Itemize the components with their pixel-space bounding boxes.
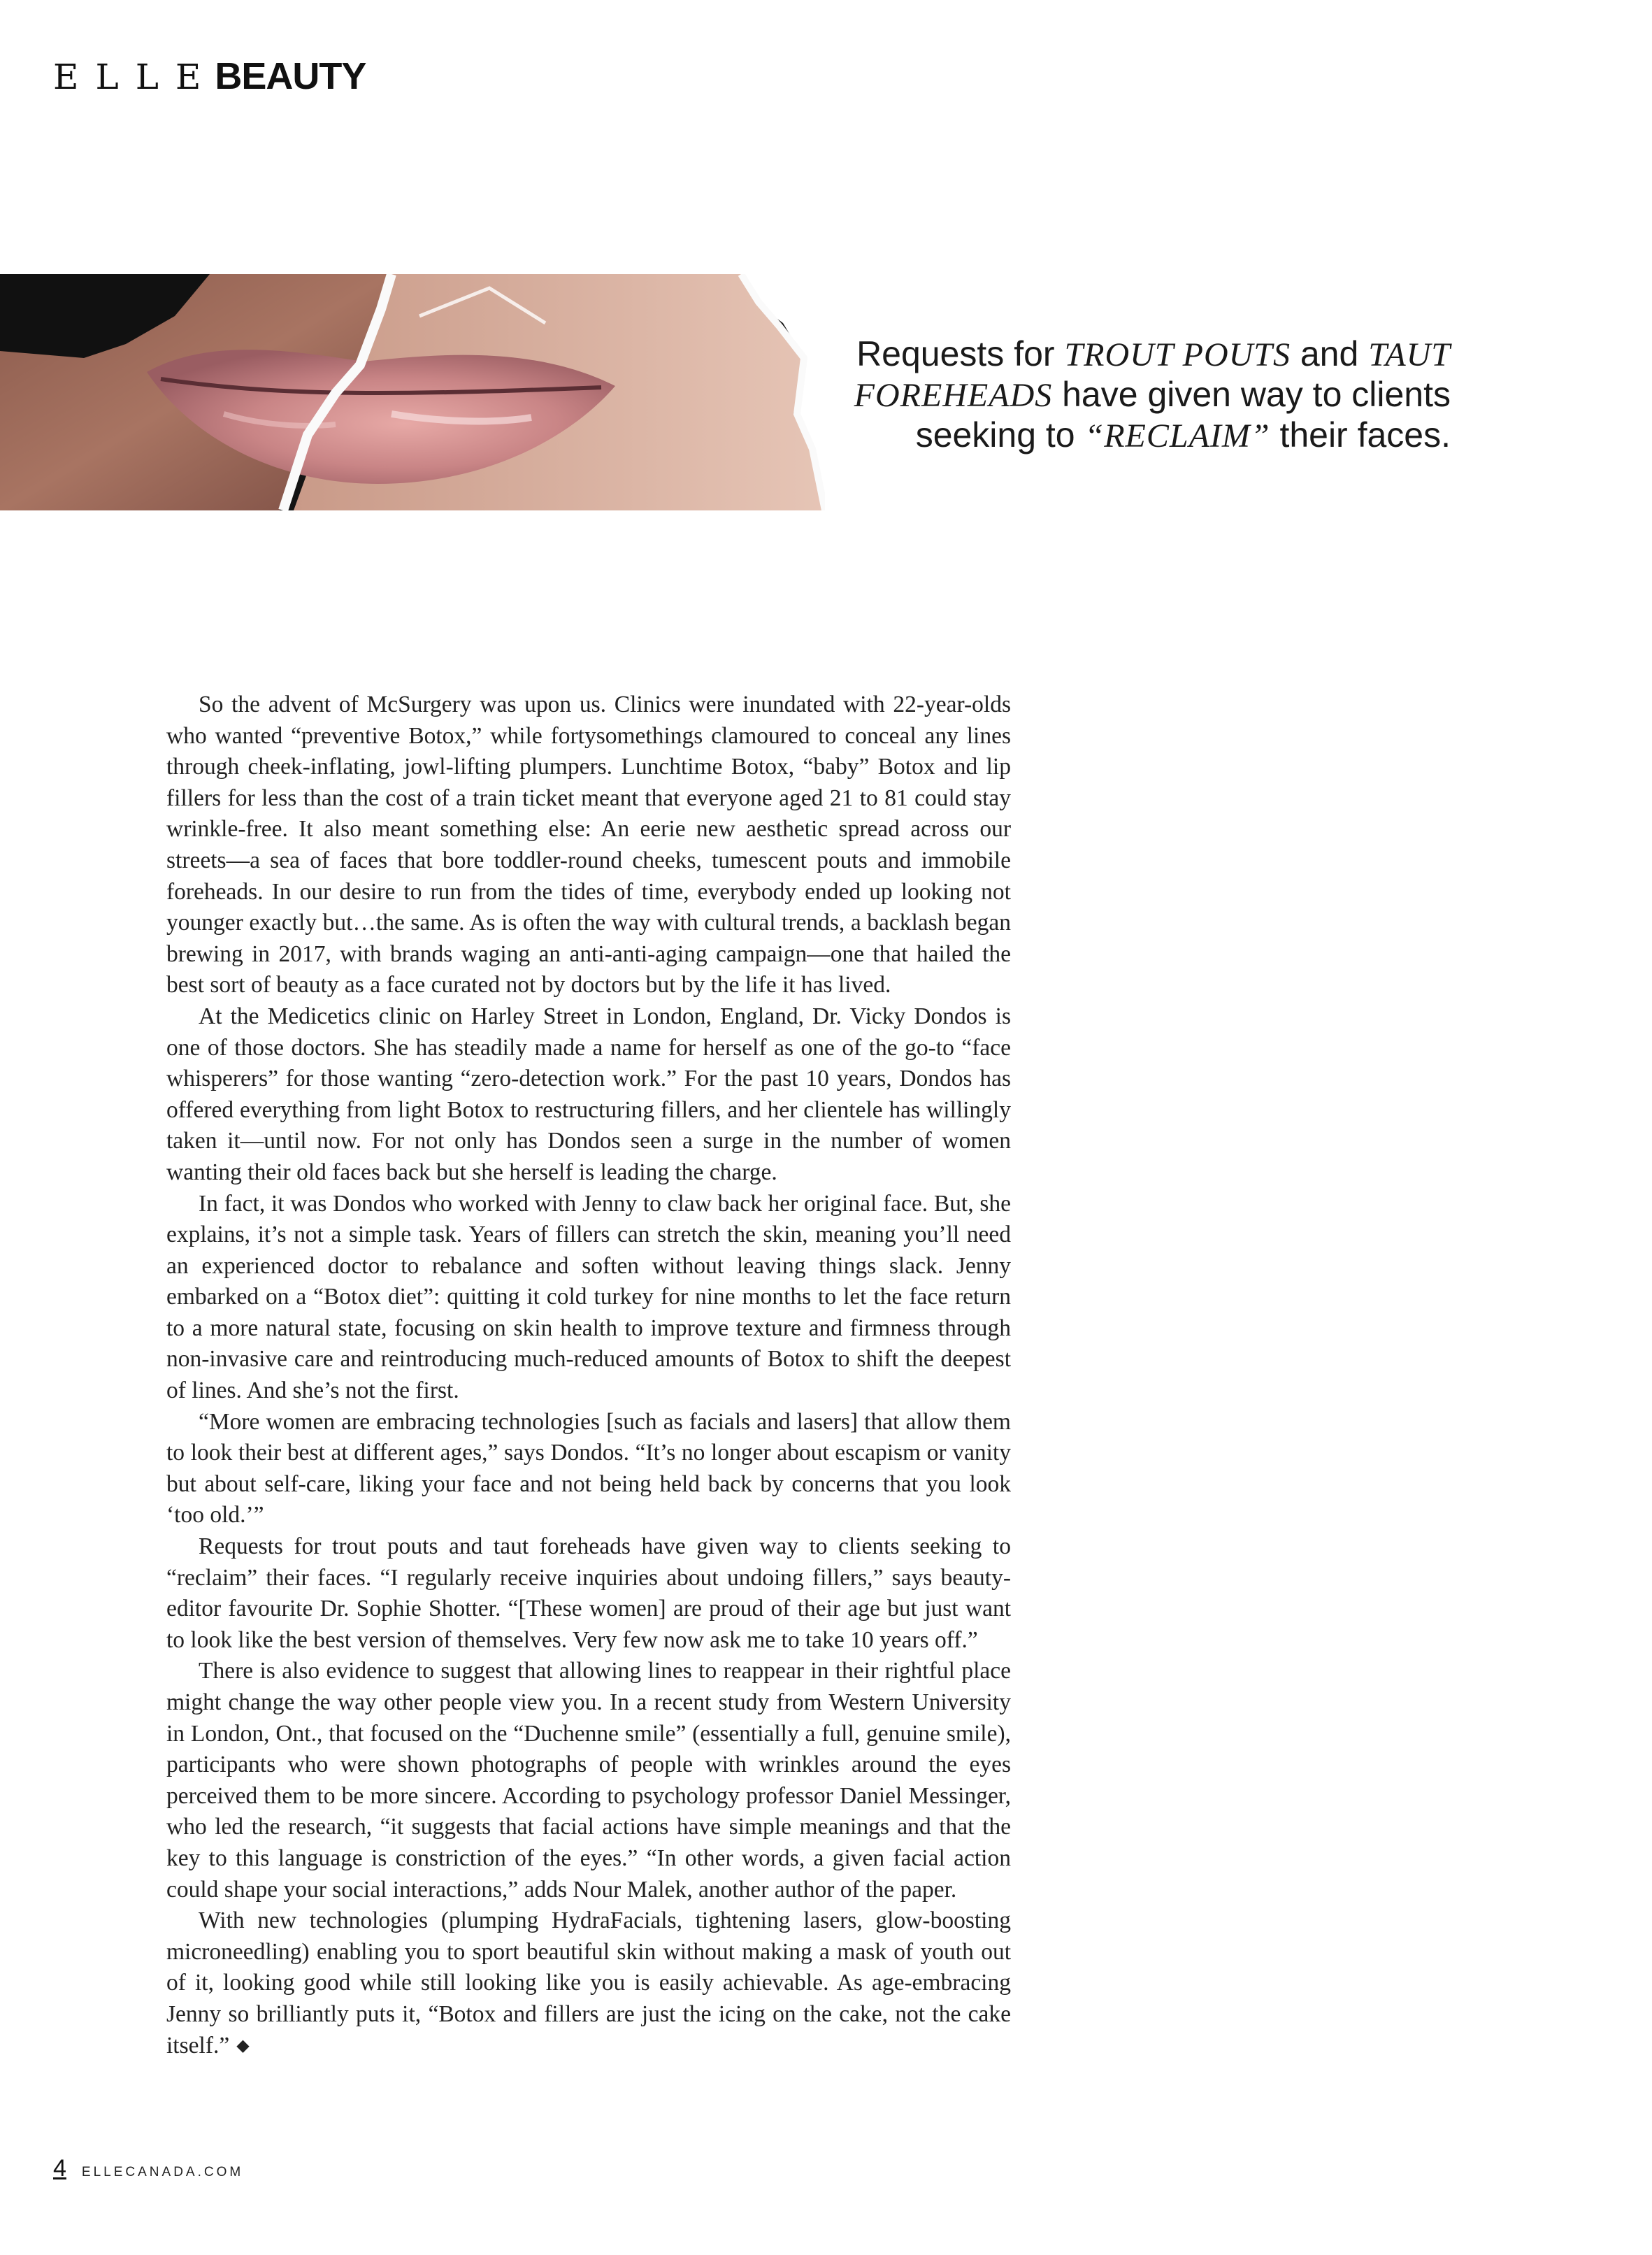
pull-quote-emphasis: TROUT POUTS	[1064, 336, 1291, 373]
pull-quote-text: Requests for	[856, 334, 1065, 373]
article-paragraph-text: With new technologies (plumping HydraFacials, tightening lasers, glow-boosting microneedling) enabling you to sport beautiful skin without making a mask of youth out of it, looking good while still looking like you is easily achievable. As age-embracing Jenny so brilliantly puts it, “Botox and fillers are just the icing on the cake, not the cake itself.”	[166, 1907, 1011, 2059]
page-number: 4	[53, 2155, 66, 2182]
end-mark-icon: ◆	[236, 2036, 250, 2055]
article-paragraph: So the advent of McSurgery was upon us. Clinics were inundated with 22-year-olds who wanted “preventive Botox,” while fortysomethings clamoured to conceal any lines through cheek-inflating, jowl-lifting plumpers. Lunchtime Botox, “baby” Botox and lip fillers for less than the cost of a train ticket meant that everyone aged 21 to 81 could stay wrinkle-free. It also meant something else: An eerie new aesthetic spread across our streets—a sea of faces that bore toddler-round cheeks, tumescent pouts and immobile foreheads. In our desire to run from the tides of time, everybody ended up looking not younger exactly but…the same. As is often the way with cultural trends, a backlash began brewing in 2017, with brands waging an anti-anti-aging campaign—one that hailed the best sort of beauty as a face curated not by doctors but by the life it has lived.	[166, 692, 1011, 998]
pull-quote-text: their faces.	[1270, 415, 1451, 454]
article-paragraph: There is also evidence to suggest that allowing lines to reappear in their rightful place might change the way other people view you. In a recent study from Western University in London, Ont., that focused on the “Duchenne smile” (essentially a full, genuine smile), participants who were shown photographs of people with wrinkles around the eyes perceived them to be more sincere. According to psychology professor Daniel Messinger, who led the research, “it suggests that facial actions have simple meanings and that the key to this language is constriction of the eyes.” “In other words, a given facial action could shape your social interactions,” adds Nour Malek, another author of the paper.	[166, 1658, 1011, 1903]
brand-logo: ELLE	[53, 57, 218, 97]
article-body	[166, 689, 1011, 2061]
article-paragraph-last	[166, 1905, 1011, 2061]
site-url: ELLECANADA.COM	[81, 2165, 244, 2179]
article-paragraph: Requests for trout pouts and taut foreheads have given way to clients seeking to “reclaim” their faces. “I regularly receive inquiries about undoing fillers,” says beauty-editor favourite Dr. Sophie Shotter. “[These women] are proud of their age but just want to look like the best version of themselves. Very few now ask me to take 10 years off.”	[166, 1533, 1011, 1653]
pull-quote-text: and	[1290, 334, 1369, 373]
article-paragraph: In fact, it was Dondos who worked with Jenny to claw back her original face. But, she explains, it’s not a simple task. Years of fillers can stretch the skin, meaning you’ll need an experienced doctor to rebalance and soften without leaving things slack. Jenny embarked on a “Botox diet”: quitting it cold turkey for nine months to let the face return to a more natural state, focusing on skin health to improve texture and firmness through non-invasive care and reintroducing much-reduced amounts of Botox to shift the deepest of lines. And she’s not the first.	[166, 1190, 1011, 1404]
pull-quote	[832, 334, 1451, 456]
article-paragraph: At the Medicetics clinic on Harley Street in London, England, Dr. Vicky Dondos is one of those doctors. She has steadily made a name for herself as one of the go-to “face whisperers” for those wanting “zero-detection work.” For the past 10 years, Dondos has offered everything from light Botox to restructuring fillers, and her clientele has willingly taken it—until now. For not only has Dondos seen a surge in the number of women wanting their old faces back but she herself is leading the charge.	[166, 1003, 1011, 1185]
masthead	[53, 55, 366, 97]
page-footer	[53, 2155, 243, 2182]
pull-quote-emphasis: TAUT FOREHEADS	[854, 336, 1451, 414]
section-title: BEAUTY	[215, 55, 366, 97]
pull-quote-text: have given way to clients seeking to	[915, 375, 1451, 454]
hero-image	[0, 274, 825, 510]
torn-lips-photo-icon	[0, 274, 825, 510]
pull-quote-emphasis: “RECLAIM”	[1084, 417, 1270, 454]
article-paragraph: “More women are embracing technologies [such as facials and lasers] that allow them to look their best at different ages,” says Dondos. “It’s no longer about escapism or vanity but about self-care, liking your face and not being held back by concerns that you look ‘too old.’”	[166, 1408, 1011, 1529]
